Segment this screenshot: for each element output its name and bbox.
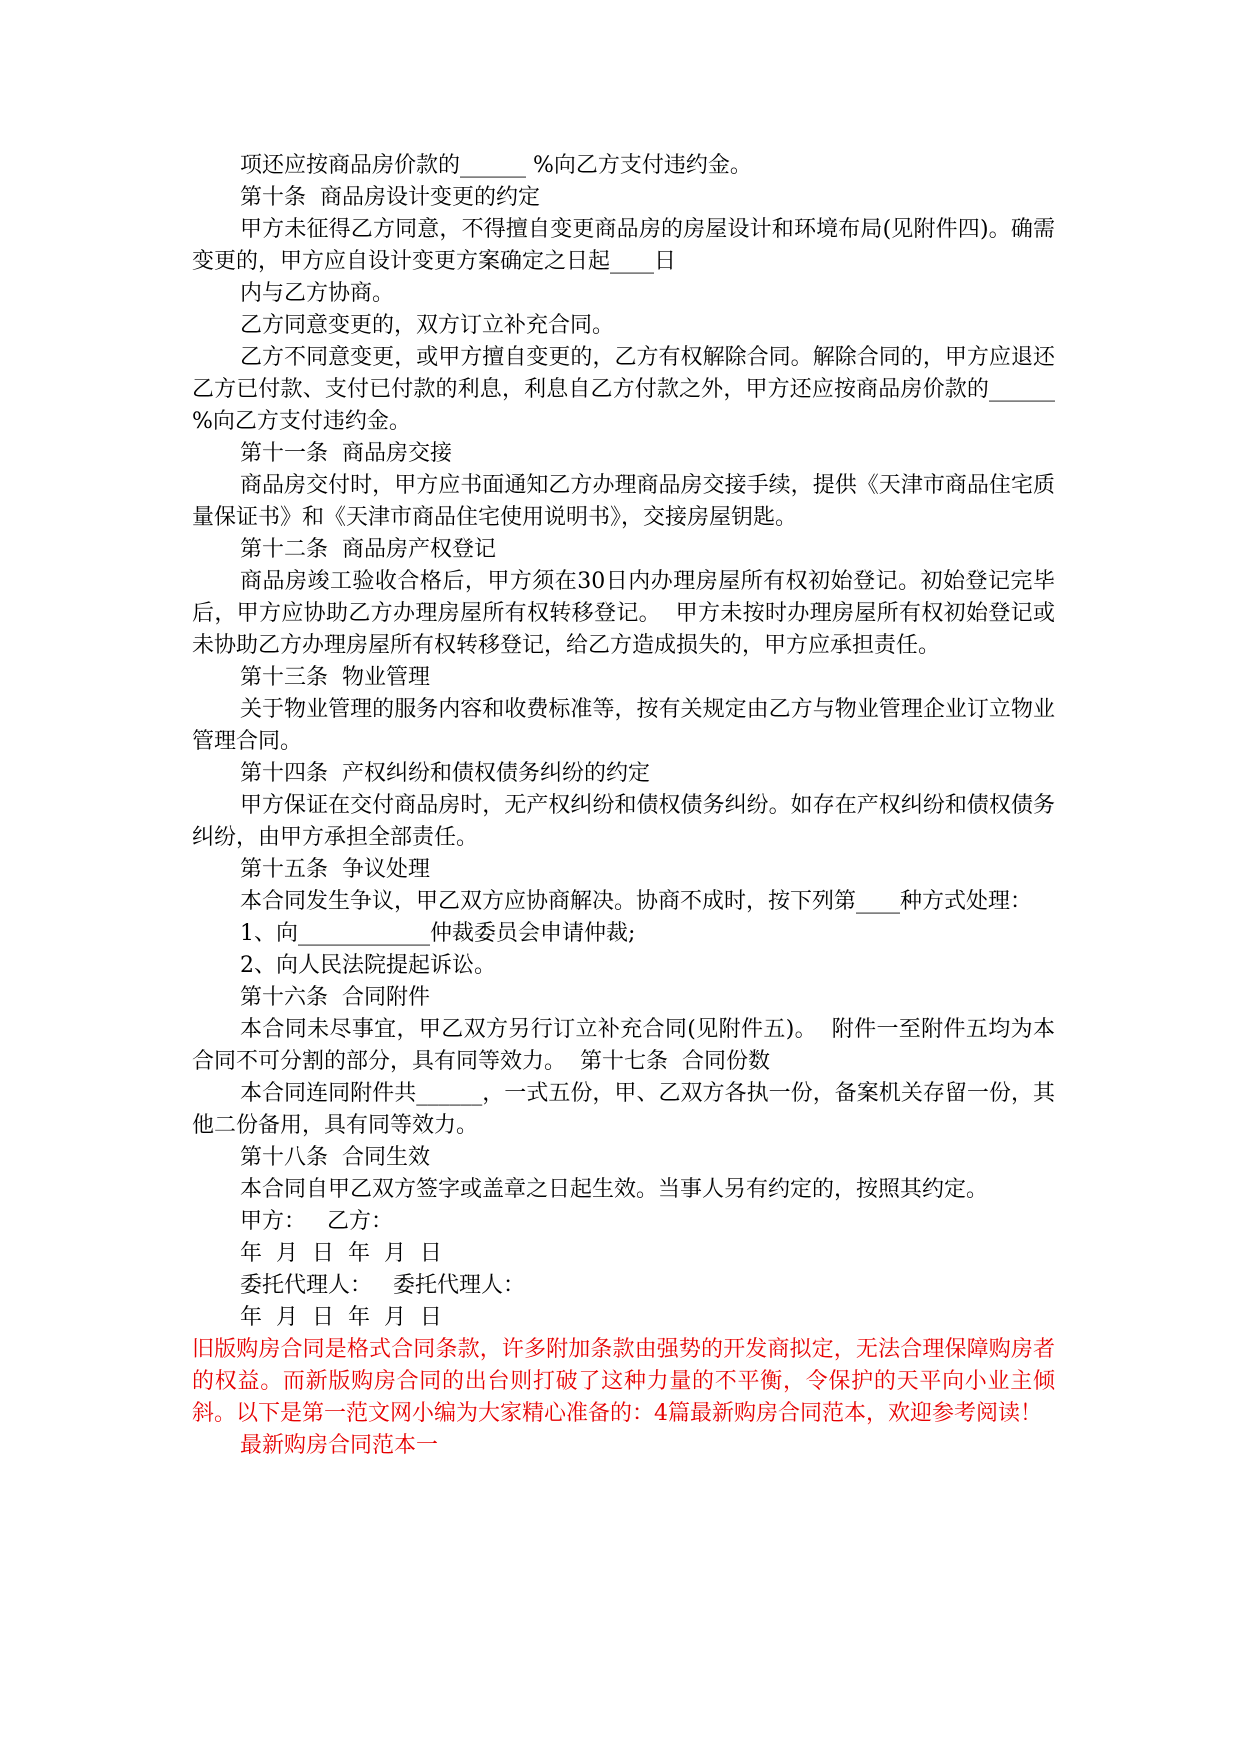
paragraph-copies: 本合同连同附件共______，一式五份，甲、乙双方各执一份，备案机关存留一份，其他二份备用，具有同等效力。	[192, 1081, 1055, 1138]
heading-article-12: 第十二条 商品房产权登记	[240, 537, 496, 562]
paragraph-negotiate: 内与乙方协商。	[240, 281, 395, 306]
paragraph-registration: 商品房竣工验收合格后，甲方须在30日内办理房屋所有权初始登记。初始登记完毕后，甲方应协助乙方办理房屋所有权转移登记。 甲方未按时办理房屋所有权初始登记或未协助乙方办理房屋所有权转移登记，给乙方造成损失的，甲方应承担责任。	[192, 569, 1055, 658]
paragraph-design-change: 甲方未征得乙方同意，不得擅自变更商品房的房屋设计和环境布局(见附件四)。确需变更的，甲方应自设计变更方案确定之日起____日	[192, 217, 1055, 274]
heading-article-10: 第十条 商品房设计变更的约定	[240, 185, 540, 210]
intro-note: 旧版购房合同是格式合同条款，许多附加条款由强势的开发商拟定，无法合理保障购房者的权益。而新版购房合同的出台则打破了这种力量的不平衡，令保护的天平向小业主倾斜。以下是第一范文网小编为大家精心准备的：4篇最新购房合同范本，欢迎参考阅读！	[192, 1337, 1055, 1426]
paragraph-disagree-change: 乙方不同意变更，或甲方擅自变更的，乙方有权解除合同。解除合同的，甲方应退还乙方已付款、支付已付款的利息，利息自乙方付款之外，甲方还应按商品房价款的______ %向乙方支付违约金。	[192, 345, 1062, 434]
paragraph-agree-change: 乙方同意变更的，双方订立补充合同。	[240, 313, 615, 338]
heading-article-14: 第十四条 产权纠纷和债权债务纠纷的约定	[240, 761, 650, 786]
paragraph-dispute-resolution: 本合同发生争议，甲乙双方应协商解决。协商不成时，按下列第____种方式处理：	[240, 889, 1033, 914]
paragraph-property-management: 关于物业管理的服务内容和收费标准等，按有关规定由乙方与物业管理企业订立物业管理合同。	[192, 697, 1055, 754]
paragraph-penalty-clause-end: 项还应按商品房价款的______ %向乙方支付违约金。	[240, 153, 752, 178]
paragraph-effective: 本合同自甲乙双方签字或盖章之日起生效。当事人另有约定的，按照其约定。	[240, 1177, 989, 1202]
paragraph-handover: 商品房交付时，甲方应书面通知乙方办理商品房交接手续，提供《天津市商品住宅质量保证书》和《天津市商品住宅使用说明书》，交接房屋钥匙。	[192, 473, 1055, 530]
heading-article-11: 第十一条 商品房交接	[240, 441, 452, 466]
signature-date-2: 年 月 日 年 月 日	[240, 1305, 442, 1330]
paragraph-disputes-guarantee: 甲方保证在交付商品房时，无产权纠纷和债权债务纠纷。如存在产权纠纷和债权债务纠纷，由甲方承担全部责任。	[192, 793, 1055, 850]
signature-date-1: 年 月 日 年 月 日	[240, 1241, 442, 1266]
section-title-sample-1: 最新购房合同范本一	[240, 1433, 439, 1458]
signature-agents: 委托代理人： 委托代理人：	[240, 1273, 525, 1298]
heading-article-15: 第十五条 争议处理	[240, 857, 430, 882]
list-item-arbitration: 1、向____________仲裁委员会申请仲裁;	[240, 921, 636, 946]
paragraph-attachments: 本合同未尽事宜，甲乙双方另行订立补充合同(见附件五)。 附件一至附件五均为本合同不可分割的部分，具有同等效力。 第十七条 合同份数	[192, 1017, 1055, 1074]
list-item-litigation: 2、向人民法院提起诉讼。	[240, 953, 496, 978]
heading-article-13: 第十三条 物业管理	[240, 665, 430, 690]
heading-article-16: 第十六条 合同附件	[240, 985, 430, 1010]
signature-parties: 甲方： 乙方：	[240, 1209, 393, 1234]
document-page	[192, 150, 1062, 1462]
heading-article-18: 第十八条 合同生效	[240, 1145, 430, 1170]
